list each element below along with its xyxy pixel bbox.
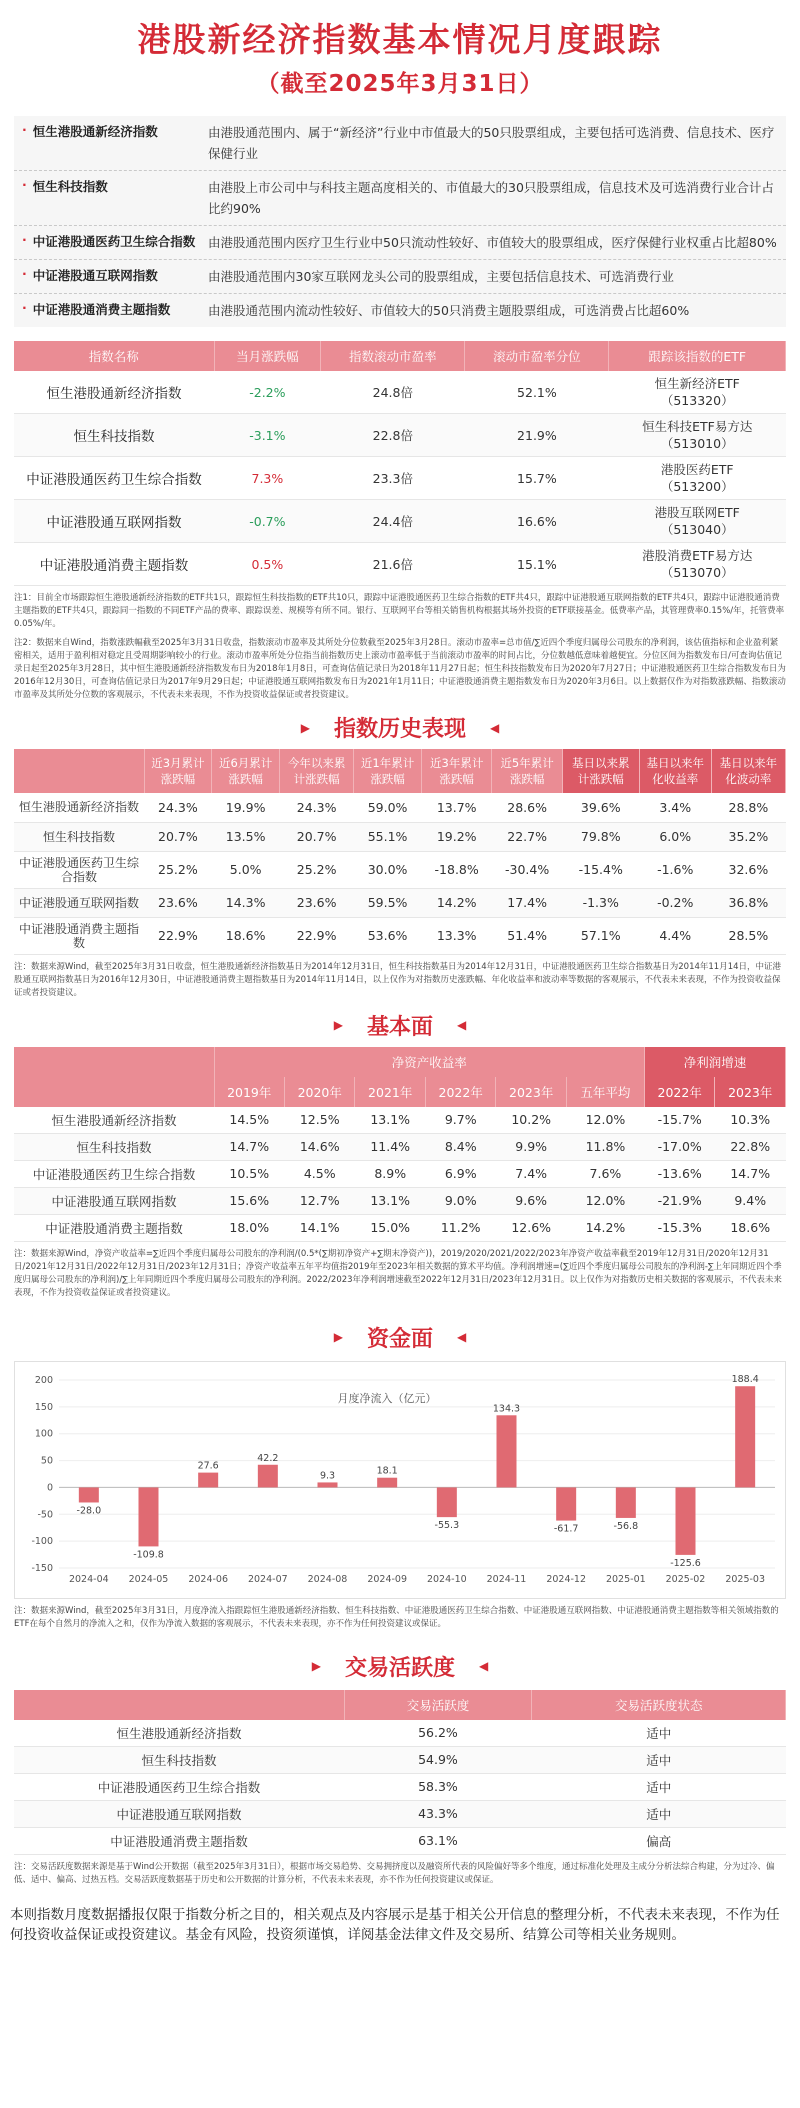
table-cell: 适中 <box>532 1720 786 1747</box>
table-row <box>14 500 786 543</box>
section-title: 指数历史表现 <box>333 717 466 742</box>
intro-name: 中证港股通医药卫生综合指数 <box>32 234 196 249</box>
column-header: 滚动市盈率分位 <box>465 341 609 371</box>
x-tick-label: 2025-01 <box>605 1573 646 1585</box>
fundamentals-table <box>14 1047 786 1242</box>
x-tick-label: 2024-09 <box>367 1573 408 1585</box>
table-row <box>14 793 786 822</box>
history-table <box>14 749 786 955</box>
table-cell: 59.5% <box>354 888 422 917</box>
table-cell: 14.6% <box>284 1133 354 1160</box>
note-6: 注：交易活跃度数据来源是基于Wind公开数据（截至2025年3月31日），根据市场交易趋势、交易拥挤度以及融资所代表的风险偏好等多个维度，通过标准化处理及主成分分析法综合构建，分为过冷、偏低、适中、偏高、过热五档。交易活跃度数据基于历史和公开数据的计算分析，不代表未来表现，亦不作为任何投资建议或保证。 <box>14 1861 775 1885</box>
note-2: 注2：数据来自Wind，指数涨跌幅截至2025年3月31日收盘，指数滚动市盈率及其所处分位数截至2025年3月28日。滚动市盈率=总市值/∑近四个季度归属母公司股东的净利润，该估值指标和企业盈利紧密相关，适用于盈利相对稳定且受周期影响较小的行业。滚动市盈率所处分位指当前指数历史上滚动市盈率低于当前滚动市盈率的时间占比，分位数越低意味着越便宜。分位区间为指数发布日/可查询估值记录日起至2025年3月28日，其中恒生港股通新经济指数发布日为2018年1月8日，可查询估值记录日为2018年11月27日起；恒生科技指数发布日为2020年7月27日；中证港股通医药卫生综合指数发布日为2016年12月30日，可查询估值记录日为2017年9月29日起；中证港股通互联网指数发布日为2021年1月11日；中证港股通消费主题指数发布日为2020年3月6日。以上数据仅作为对指数涨跌幅、指数滚动市盈率及其所处分位数的客观展示，不代表未来表现，不作为投资收益保证或者投资建议。 <box>14 638 786 700</box>
data-label: -55.3 <box>434 1519 460 1531</box>
bar <box>735 1386 755 1487</box>
table-cell: 15.0% <box>355 1214 425 1241</box>
table-cell: 港股消费ETF易方达 （513070） <box>609 543 786 586</box>
table-cell: 港股互联网ETF （513040） <box>609 500 786 543</box>
page-header <box>0 0 800 98</box>
table-cell: 9.0% <box>425 1187 495 1214</box>
index-name-cell: 中证港股通医药卫生综合指数 <box>14 1773 344 1800</box>
index-name-cell: 恒生科技指数 <box>14 1133 214 1160</box>
table-cell: 7.4% <box>496 1160 566 1187</box>
table-cell: 7.6% <box>566 1160 644 1187</box>
column-header: 基日以来年化收益率 <box>639 749 711 793</box>
table-cell: 14.2% <box>421 888 491 917</box>
intro-row <box>14 260 786 294</box>
table-cell: 28.8% <box>711 793 785 822</box>
chart-title: 月度净流入（亿元） <box>337 1391 437 1405</box>
column-header: 交易活跃度状态 <box>532 1690 786 1720</box>
table-cell: 6.0% <box>639 822 711 851</box>
table-cell: 10.3% <box>715 1107 786 1134</box>
bullet-icon: · <box>22 122 27 137</box>
table-cell: 57.1% <box>562 917 639 954</box>
column-header: 当月涨跌幅 <box>214 341 321 371</box>
table-cell: 55.1% <box>354 822 422 851</box>
index-name-cell: 中证港股通消费主题指数 <box>14 1827 344 1854</box>
table-row <box>14 457 786 500</box>
bullet-icon: · <box>22 300 27 315</box>
growth-group-header: 净利润增速 <box>644 1047 785 1077</box>
intro-name: 恒生港股通新经济指数 <box>32 124 158 139</box>
bar <box>556 1487 576 1520</box>
table-cell: 22.9% <box>144 917 212 954</box>
table-cell: 13.7% <box>421 793 491 822</box>
table-cell: 4.5% <box>284 1160 354 1187</box>
table-cell: 8.4% <box>425 1133 495 1160</box>
data-label: 9.3 <box>319 1469 336 1481</box>
y-tick-label: -50 <box>37 1508 53 1520</box>
column-header: 2020年 <box>284 1077 354 1107</box>
data-label: 18.1 <box>376 1465 398 1477</box>
table-cell: 23.3倍 <box>321 457 465 500</box>
arrow-left-icon: ◀ <box>479 1659 489 1673</box>
column-header <box>14 749 144 793</box>
note-4: 注：数据来源Wind，净资产收益率=∑近四个季度归属母公司股东的净利润/(0.5*(∑期初净资产+∑期末净资产))，2019/2020/2021/2022/2023年净资产收益率截至2019年12月31日/2020年12月31日/2021年12月31日/2022年12月31日/2023年12月31日；净资产收益率五年平均值指2019年至2023年相关数据的算术平均值。净利润增速=(∑近四个季度归属母公司股东的净利润-∑上年同期近四个季度归属母公司股东的净利润)/∑上年同期近四个季度归属母公司股东的净利润。2022/2023年净利润增速截至2022年12月31日/2023年12月31日。以上仅作为对指数历史相关数据的客观展示，不代表未来表现，不作为投资收益保证或者投资建议。 <box>14 1248 782 1298</box>
table-row <box>14 917 786 954</box>
table-cell: 15.1% <box>465 543 609 586</box>
index-name-cell: 中证港股通医药卫生综合指数 <box>14 457 214 500</box>
table-cell: 79.8% <box>562 822 639 851</box>
valuation-table <box>14 341 786 586</box>
table-cell: 14.1% <box>284 1214 354 1241</box>
column-header: 近5年累计涨跌幅 <box>492 749 562 793</box>
table-cell: 20.7% <box>144 822 212 851</box>
table-cell: -17.0% <box>644 1133 714 1160</box>
table-cell: 32.6% <box>711 851 785 888</box>
arrow-right-icon: ▶ <box>333 1018 343 1032</box>
table-cell: 30.0% <box>354 851 422 888</box>
net-inflow-chart-svg <box>15 1362 785 1598</box>
table-row <box>14 414 786 457</box>
table-cell: 13.3% <box>421 917 491 954</box>
table-cell: 18.6% <box>715 1214 786 1241</box>
table-row <box>14 1187 786 1214</box>
table-row <box>14 1214 786 1241</box>
table-cell: 适中 <box>532 1800 786 1827</box>
intro-desc: 由港股通范围内医疗卫生行业中50只流动性较好、市值较大的股票组成，医疗保健行业权重占比超80% <box>208 235 777 250</box>
table-cell: 10.5% <box>214 1160 284 1187</box>
table-cell: 适中 <box>532 1773 786 1800</box>
table-row <box>14 1107 786 1134</box>
table-cell: 6.9% <box>425 1160 495 1187</box>
table-cell: 5.0% <box>212 851 280 888</box>
table-cell: 24.4倍 <box>321 500 465 543</box>
index-name-cell: 恒生科技指数 <box>14 1746 344 1773</box>
column-header: 五年平均 <box>566 1077 644 1107</box>
table-row <box>14 888 786 917</box>
bullet-icon: · <box>22 232 27 247</box>
y-tick-label: 150 <box>34 1401 53 1413</box>
table-cell: 22.8倍 <box>321 414 465 457</box>
table-cell: 22.8% <box>715 1133 786 1160</box>
table-cell: -30.4% <box>492 851 562 888</box>
y-tick-label: -100 <box>31 1535 53 1547</box>
bullet-icon: · <box>22 177 27 192</box>
activity-table <box>14 1690 786 1855</box>
intro-name: 恒生科技指数 <box>32 179 108 194</box>
arrow-right-icon: ▶ <box>333 1330 343 1344</box>
table-cell: 51.4% <box>492 917 562 954</box>
note-3: 注：数据来源Wind，截至2025年3月31日收盘，恒生港股通新经济指数基日为2014年12月31日，恒生科技指数基日为2014年12月31日，中证港股通医药卫生综合指数基日为2014年11月14日，中证港股通互联网指数基日为2016年12月30日，中证港股通消费主题指数基日为2014年11月14日，以上仅作为对指数历史涨跌幅、年化收益率和波动率等数据的客观展示，不代表未来表现，不作为投资收益保证或者投资建议。 <box>14 961 782 998</box>
x-tick-label: 2024-05 <box>128 1573 169 1585</box>
index-name-cell: 中证港股通消费主题指数 <box>14 1214 214 1241</box>
data-label: -61.7 <box>553 1523 579 1535</box>
arrow-left-icon: ◀ <box>457 1330 467 1344</box>
table-cell: 14.2% <box>566 1214 644 1241</box>
table-cell: -15.7% <box>644 1107 714 1134</box>
column-header: 2022年 <box>644 1077 714 1107</box>
section-flows <box>0 1322 800 1353</box>
bar <box>676 1487 696 1554</box>
table-row <box>14 543 786 586</box>
index-intro-panel <box>14 116 786 327</box>
section-title: 基本面 <box>366 1014 433 1040</box>
table-cell: -15.3% <box>644 1214 714 1241</box>
x-tick-label: 2024-06 <box>188 1573 229 1585</box>
column-header: 基日以来年化波动率 <box>711 749 785 793</box>
index-name-cell: 中证港股通互联网指数 <box>14 1187 214 1214</box>
table-cell: 14.5% <box>214 1107 284 1134</box>
table-cell: 11.4% <box>355 1133 425 1160</box>
intro-desc: 由港股通范围内流动性较好、市值较大的50只消费主题股票组成，可选消费占比超60% <box>208 303 690 318</box>
table-cell: 9.9% <box>496 1133 566 1160</box>
intro-row <box>14 116 786 171</box>
table-cell: -0.2% <box>639 888 711 917</box>
table-cell: 25.2% <box>280 851 354 888</box>
arrow-right-icon: ▶ <box>300 720 310 735</box>
x-tick-label: 2024-11 <box>486 1573 527 1585</box>
table-row <box>14 1133 786 1160</box>
data-label: -56.8 <box>613 1520 639 1532</box>
table-cell: 63.1% <box>344 1827 532 1854</box>
table-cell: 14.7% <box>715 1160 786 1187</box>
x-tick-label: 2024-12 <box>546 1573 587 1585</box>
data-label: -28.0 <box>76 1504 102 1516</box>
table-cell: 36.8% <box>711 888 785 917</box>
bar <box>258 1464 278 1487</box>
column-header: 近3年累计涨跌幅 <box>421 749 491 793</box>
table-cell: 19.2% <box>421 822 491 851</box>
table-cell: 13.1% <box>355 1187 425 1214</box>
table-cell: 24.3% <box>144 793 212 822</box>
bar <box>318 1482 338 1487</box>
net-inflow-chart <box>14 1361 786 1599</box>
table-cell: 14.3% <box>212 888 280 917</box>
column-header: 指数名称 <box>14 341 214 371</box>
arrow-left-icon: ◀ <box>457 1018 467 1032</box>
index-name-cell: 恒生港股通新经济指数 <box>14 1720 344 1747</box>
data-label: -109.8 <box>133 1548 164 1560</box>
y-tick-label: -150 <box>31 1562 53 1574</box>
index-name-cell: 中证港股通医药卫生综合指数 <box>14 1160 214 1187</box>
table-row <box>14 1827 786 1854</box>
column-header: 指数滚动市盈率 <box>321 341 465 371</box>
table-cell: 11.8% <box>566 1133 644 1160</box>
table-cell: -13.6% <box>644 1160 714 1187</box>
table-cell: -3.1% <box>214 414 321 457</box>
table-row <box>14 822 786 851</box>
bar <box>198 1472 218 1487</box>
bar <box>139 1487 159 1546</box>
note-5: 注：数据来源Wind，截至2025年3月31日，月度净流入指跟踪恒生港股通新经济指数、恒生科技指数、中证港股通医药卫生综合指数、中证港股通互联网指数、中证港股通消费主题指数等相关领域指数的ETF在每个自然月的净流入之和，仅作为净流入数据的客观展示，不代表未来表现，亦不作为任何投资建议或保证。 <box>14 1605 779 1629</box>
intro-desc: 由港股通范围内30家互联网龙头公司的股票组成，主要包括信息技术、可选消费行业 <box>208 269 674 284</box>
column-header: 2021年 <box>355 1077 425 1107</box>
table-cell: 23.6% <box>144 888 212 917</box>
table-cell: 22.9% <box>280 917 354 954</box>
table-cell: 59.0% <box>354 793 422 822</box>
table-cell: 7.3% <box>214 457 321 500</box>
page-title: 港股新经济指数基本情况月度跟踪 <box>137 20 663 59</box>
bar <box>79 1487 99 1502</box>
table-cell: 12.5% <box>284 1107 354 1134</box>
index-name-cell: 中证港股通互联网指数 <box>14 888 144 917</box>
table-cell: 3.4% <box>639 793 711 822</box>
table-cell: 58.3% <box>344 1773 532 1800</box>
x-tick-label: 2024-10 <box>426 1573 467 1585</box>
arrow-right-icon: ▶ <box>311 1659 321 1673</box>
note-1: 注1：目前全市场跟踪恒生港股通新经济指数的ETF共1只，跟踪恒生科技指数的ETF共10只，跟踪中证港股通医药卫生综合指数的ETF共4只，跟踪中证港股通互联网指数的ETF共4只，跟踪中证港股通消费主题指数的ETF共4只，跟踪同一指数的不同ETF产品的费率、跟踪误差、规模等有所不同。银行、互联网平台等相关销售机构根据其场外投资的ETF联接基金。低费率产品，其管理费率0.15%/年，托管费率0.05%/年。 <box>14 593 785 629</box>
table-cell: 9.6% <box>496 1187 566 1214</box>
table-cell: 24.3% <box>280 793 354 822</box>
page-subtitle: （截至2025年3月31日） <box>256 71 544 97</box>
table-cell: 12.0% <box>566 1187 644 1214</box>
table-cell: 21.6倍 <box>321 543 465 586</box>
table-cell: 22.7% <box>492 822 562 851</box>
table-cell: 56.2% <box>344 1720 532 1747</box>
arrow-left-icon: ◀ <box>490 720 500 735</box>
x-tick-label: 2025-03 <box>725 1573 766 1585</box>
table-cell: 12.7% <box>284 1187 354 1214</box>
table-cell: 0.5% <box>214 543 321 586</box>
index-name-cell: 恒生科技指数 <box>14 822 144 851</box>
bar <box>497 1415 517 1487</box>
table-cell: 21.9% <box>465 414 609 457</box>
section-history <box>0 712 800 743</box>
index-name-cell: 恒生科技指数 <box>14 414 214 457</box>
table-cell: 10.2% <box>496 1107 566 1134</box>
table-cell: 53.6% <box>354 917 422 954</box>
data-label: 42.2 <box>257 1452 279 1464</box>
index-name-cell: 恒生港股通新经济指数 <box>14 1107 214 1134</box>
table-cell: 25.2% <box>144 851 212 888</box>
section-title: 交易活跃度 <box>344 1655 455 1681</box>
table-cell: 11.2% <box>425 1214 495 1241</box>
table-cell: 24.8倍 <box>321 371 465 414</box>
table-cell: 恒生新经济ETF （513320） <box>609 371 786 414</box>
data-label: 188.4 <box>731 1373 759 1385</box>
section-fundamentals <box>0 1010 800 1041</box>
intro-name: 中证港股通互联网指数 <box>32 268 158 283</box>
table-cell: 28.5% <box>711 917 785 954</box>
table-cell: 18.6% <box>212 917 280 954</box>
index-name-cell: 中证港股通互联网指数 <box>14 500 214 543</box>
bullet-icon: · <box>22 266 27 281</box>
table-cell: 12.0% <box>566 1107 644 1134</box>
table-cell: 13.1% <box>355 1107 425 1134</box>
column-header: 基日以来累计涨跌幅 <box>562 749 639 793</box>
intro-desc: 由港股通范围内、属于“新经济”行业中市值最大的50只股票组成，主要包括可选消费、信息技术、医疗保健行业 <box>208 125 775 161</box>
table-cell: 20.7% <box>280 822 354 851</box>
table-cell: 12.6% <box>496 1214 566 1241</box>
bar <box>437 1487 457 1517</box>
table-cell: 13.5% <box>212 822 280 851</box>
table-cell: 19.9% <box>212 793 280 822</box>
column-header: 2019年 <box>214 1077 284 1107</box>
x-tick-label: 2024-04 <box>68 1573 109 1585</box>
column-header: 近1年累计涨跌幅 <box>354 749 422 793</box>
table-row <box>14 371 786 414</box>
data-label: 27.6 <box>197 1460 219 1472</box>
table-cell: 23.6% <box>280 888 354 917</box>
table-cell: 16.6% <box>465 500 609 543</box>
table-row <box>14 1773 786 1800</box>
column-header: 近3月累计涨跌幅 <box>144 749 212 793</box>
index-name-cell: 中证港股通消费主题指数 <box>14 917 144 954</box>
column-header: 跟踪该指数的ETF <box>609 341 786 371</box>
table-cell: 9.7% <box>425 1107 495 1134</box>
table-cell: 18.0% <box>214 1214 284 1241</box>
index-name-cell: 中证港股通医药卫生综合指数 <box>14 851 144 888</box>
bar <box>377 1477 397 1487</box>
table-row <box>14 1800 786 1827</box>
table-cell: 54.9% <box>344 1746 532 1773</box>
data-label: 134.3 <box>492 1402 521 1414</box>
roe-group-header: 净资产收益率 <box>214 1047 644 1077</box>
data-label: -125.6 <box>670 1557 701 1569</box>
disclaimer: 本则指数月度数据播报仅限于指数分析之目的，相关观点及内容展示是基于相关公开信息的整理分析，不代表未来表现，不作为任何投资收益保证或投资建议。基金有风险，投资须谨慎，详阅基金法律文件及交易所、结算公司等相关业务规则。 <box>10 1906 780 1943</box>
y-tick-label: 50 <box>40 1455 53 1467</box>
table-cell: -1.6% <box>639 851 711 888</box>
section-title: 资金面 <box>366 1326 433 1352</box>
table-cell: 适中 <box>532 1746 786 1773</box>
table-cell: 52.1% <box>465 371 609 414</box>
index-name-cell: 恒生港股通新经济指数 <box>14 371 214 414</box>
table-cell: 15.7% <box>465 457 609 500</box>
table-cell: -2.2% <box>214 371 321 414</box>
intro-row <box>14 294 786 327</box>
column-header: 2022年 <box>425 1077 495 1107</box>
table-cell: 港股医药ETF （513200） <box>609 457 786 500</box>
column-header <box>14 1690 344 1720</box>
x-tick-label: 2024-08 <box>307 1573 348 1585</box>
y-tick-label: 100 <box>34 1428 53 1440</box>
table-cell: 恒生科技ETF易方达 （513010） <box>609 414 786 457</box>
table-cell: 15.6% <box>214 1187 284 1214</box>
intro-row <box>14 226 786 260</box>
table-cell: 17.4% <box>492 888 562 917</box>
table-cell: 偏高 <box>532 1827 786 1854</box>
intro-name: 中证港股通消费主题指数 <box>32 302 171 317</box>
table-cell: -18.8% <box>421 851 491 888</box>
index-name-cell: 中证港股通互联网指数 <box>14 1800 344 1827</box>
intro-row <box>14 171 786 226</box>
x-tick-label: 2024-07 <box>247 1573 288 1585</box>
table-cell: 43.3% <box>344 1800 532 1827</box>
table-cell: -21.9% <box>644 1187 714 1214</box>
column-header: 近6月累计涨跌幅 <box>212 749 280 793</box>
table-cell: 9.4% <box>715 1187 786 1214</box>
y-tick-label: 0 <box>46 1481 53 1493</box>
table-row <box>14 851 786 888</box>
table-row <box>14 1746 786 1773</box>
y-tick-label: 200 <box>34 1374 53 1386</box>
column-header: 交易活跃度 <box>344 1690 532 1720</box>
table-cell: 35.2% <box>711 822 785 851</box>
index-name-cell: 恒生港股通新经济指数 <box>14 793 144 822</box>
table-row <box>14 1720 786 1747</box>
intro-desc: 由港股上市公司中与科技主题高度相关的、市值最大的30只股票组成，信息技术及可选消费行业合计占比约90% <box>208 180 774 216</box>
table-cell: -15.4% <box>562 851 639 888</box>
table-cell: -1.3% <box>562 888 639 917</box>
table-cell: 28.6% <box>492 793 562 822</box>
x-tick-label: 2025-02 <box>665 1573 706 1585</box>
section-activity <box>0 1651 800 1682</box>
table-cell: 8.9% <box>355 1160 425 1187</box>
column-header: 2023年 <box>496 1077 566 1107</box>
table-cell: 4.4% <box>639 917 711 954</box>
column-header: 今年以来累计涨跌幅 <box>280 749 354 793</box>
table-cell: 39.6% <box>562 793 639 822</box>
table-cell: 14.7% <box>214 1133 284 1160</box>
column-header: 2023年 <box>715 1077 786 1107</box>
table-row <box>14 1160 786 1187</box>
index-name-cell: 中证港股通消费主题指数 <box>14 543 214 586</box>
bar <box>616 1487 636 1518</box>
table-cell: -0.7% <box>214 500 321 543</box>
